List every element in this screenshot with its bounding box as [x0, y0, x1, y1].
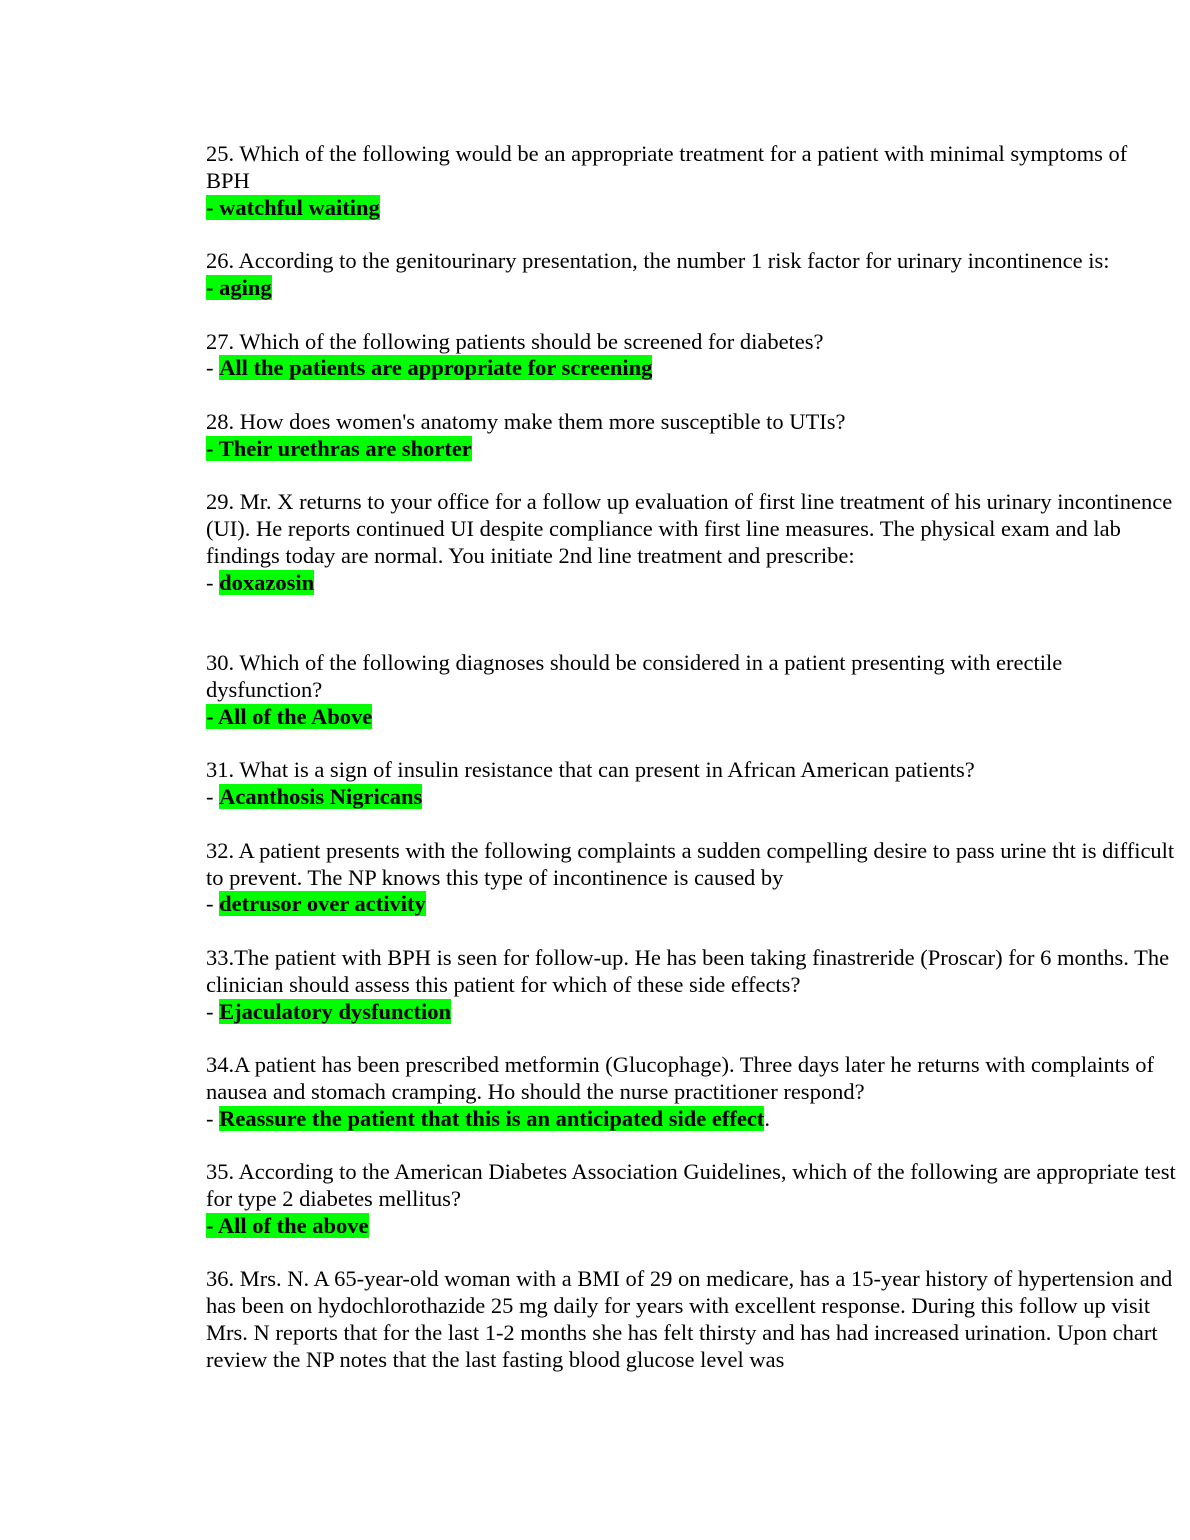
answer-line: [206, 1106, 1176, 1133]
highlighted-answer: doxazosin: [219, 569, 315, 595]
highlighted-answer: Ejaculatory dysfunction: [219, 998, 452, 1024]
question-text: 36. Mrs. N. A 65-year-old woman with a BMI of 29 on medicare, has a 15-year history of hypertension and has been on hydochlorothazide 25 mg daily for years with excellent response. During this follow up visit Mrs. N reports that for the last 1-2 months she has felt thirsty and has had increased urination. Upon chart review the NP notes that the last fasting blood glucose level was: [206, 1266, 1173, 1372]
question-text: 27. Which of the following patients should be screened for diabetes?: [206, 328, 824, 354]
question-text: 25. Which of the following would be an appropriate treatment for a patient with minimal symptoms of BPH: [206, 141, 1128, 193]
question-item-29: [206, 489, 1176, 596]
highlighted-answer: - Their urethras are shorter: [206, 435, 472, 461]
answer-suffix: .: [764, 1105, 770, 1131]
question-text: 35. According to the American Diabetes Association Guidelines, which of the following are appropriate test for type 2 diabetes mellitus?: [206, 1159, 1176, 1212]
question-text: 31. What is a sign of insulin resistance that can present in African American patients?: [206, 757, 975, 783]
answer-line: [206, 891, 1176, 918]
question-item-36: [206, 1266, 1176, 1373]
answer-line: [206, 355, 1176, 382]
highlighted-answer: Reassure the patient that this is an anticipated side effect: [219, 1105, 765, 1131]
highlighted-answer: - watchful waiting: [206, 194, 380, 220]
question-item-31: [206, 757, 1176, 811]
question-item-32: [206, 838, 1176, 918]
answer-prefix: -: [206, 784, 220, 810]
highlighted-answer: - All of the above: [206, 1212, 369, 1238]
highlighted-answer: Acanthosis Nigricans: [219, 784, 423, 810]
answer-line: [206, 1213, 1176, 1240]
highlighted-answer: - aging: [206, 274, 272, 300]
answer-prefix: -: [206, 1105, 220, 1131]
answer-prefix: -: [206, 355, 220, 381]
question-text: 29. Mr. X returns to your office for a follow up evaluation of first line treatment of his urinary incontinence (UI). He reports continued UI despite compliance with first line measures. The physical exam and lab findings today are normal. You initiate 2nd line treatment and prescribe:: [206, 489, 1173, 568]
answer-prefix: -: [206, 569, 220, 595]
question-text: 28. How does women's anatomy make them more susceptible to UTIs?: [206, 408, 846, 434]
highlighted-answer: detrusor over activity: [219, 891, 426, 917]
question-text: 26. According to the genitourinary presentation, the number 1 risk factor for urinary incontinence is:: [206, 248, 1110, 274]
question-item-35: [206, 1159, 1176, 1239]
answer-line: [206, 275, 1176, 302]
question-item-30: [206, 650, 1176, 730]
answer-line: [206, 436, 1176, 463]
question-text: 30. Which of the following diagnoses should be considered in a patient presenting with erectile dysfunction?: [206, 650, 1063, 702]
question-item-33: [206, 945, 1176, 1025]
answer-line: [206, 999, 1176, 1026]
highlighted-answer: All the patients are appropriate for screening: [219, 355, 653, 381]
question-text: 33.The patient with BPH is seen for follow-up. He has been taking finastreride (Proscar) for 6 months. The clinician should assess this patient for which of these side effects?: [206, 944, 1170, 997]
answer-line: [206, 570, 1176, 597]
question-item-26: [206, 248, 1176, 302]
answer-line: [206, 704, 1176, 731]
question-list: [206, 141, 1176, 1400]
question-item-34: [206, 1052, 1176, 1132]
answer-line: [206, 195, 1176, 222]
answer-prefix: -: [206, 891, 220, 917]
question-item-27: [206, 329, 1176, 383]
answer-prefix: -: [206, 998, 220, 1024]
question-item-25: [206, 141, 1176, 221]
answer-line: [206, 784, 1176, 811]
question-text: 32. A patient presents with the following complaints a sudden compelling desire to pass urine tht is difficult to prevent. The NP knows this type of incontinence is caused by: [206, 837, 1175, 890]
question-item-28: [206, 409, 1176, 463]
question-text: 34.A patient has been prescribed metformin (Glucophage). Three days later he returns with complaints of nausea and stomach cramping. Ho should the nurse practitioner respond?: [206, 1052, 1155, 1104]
highlighted-answer: - All of the Above: [206, 703, 373, 729]
